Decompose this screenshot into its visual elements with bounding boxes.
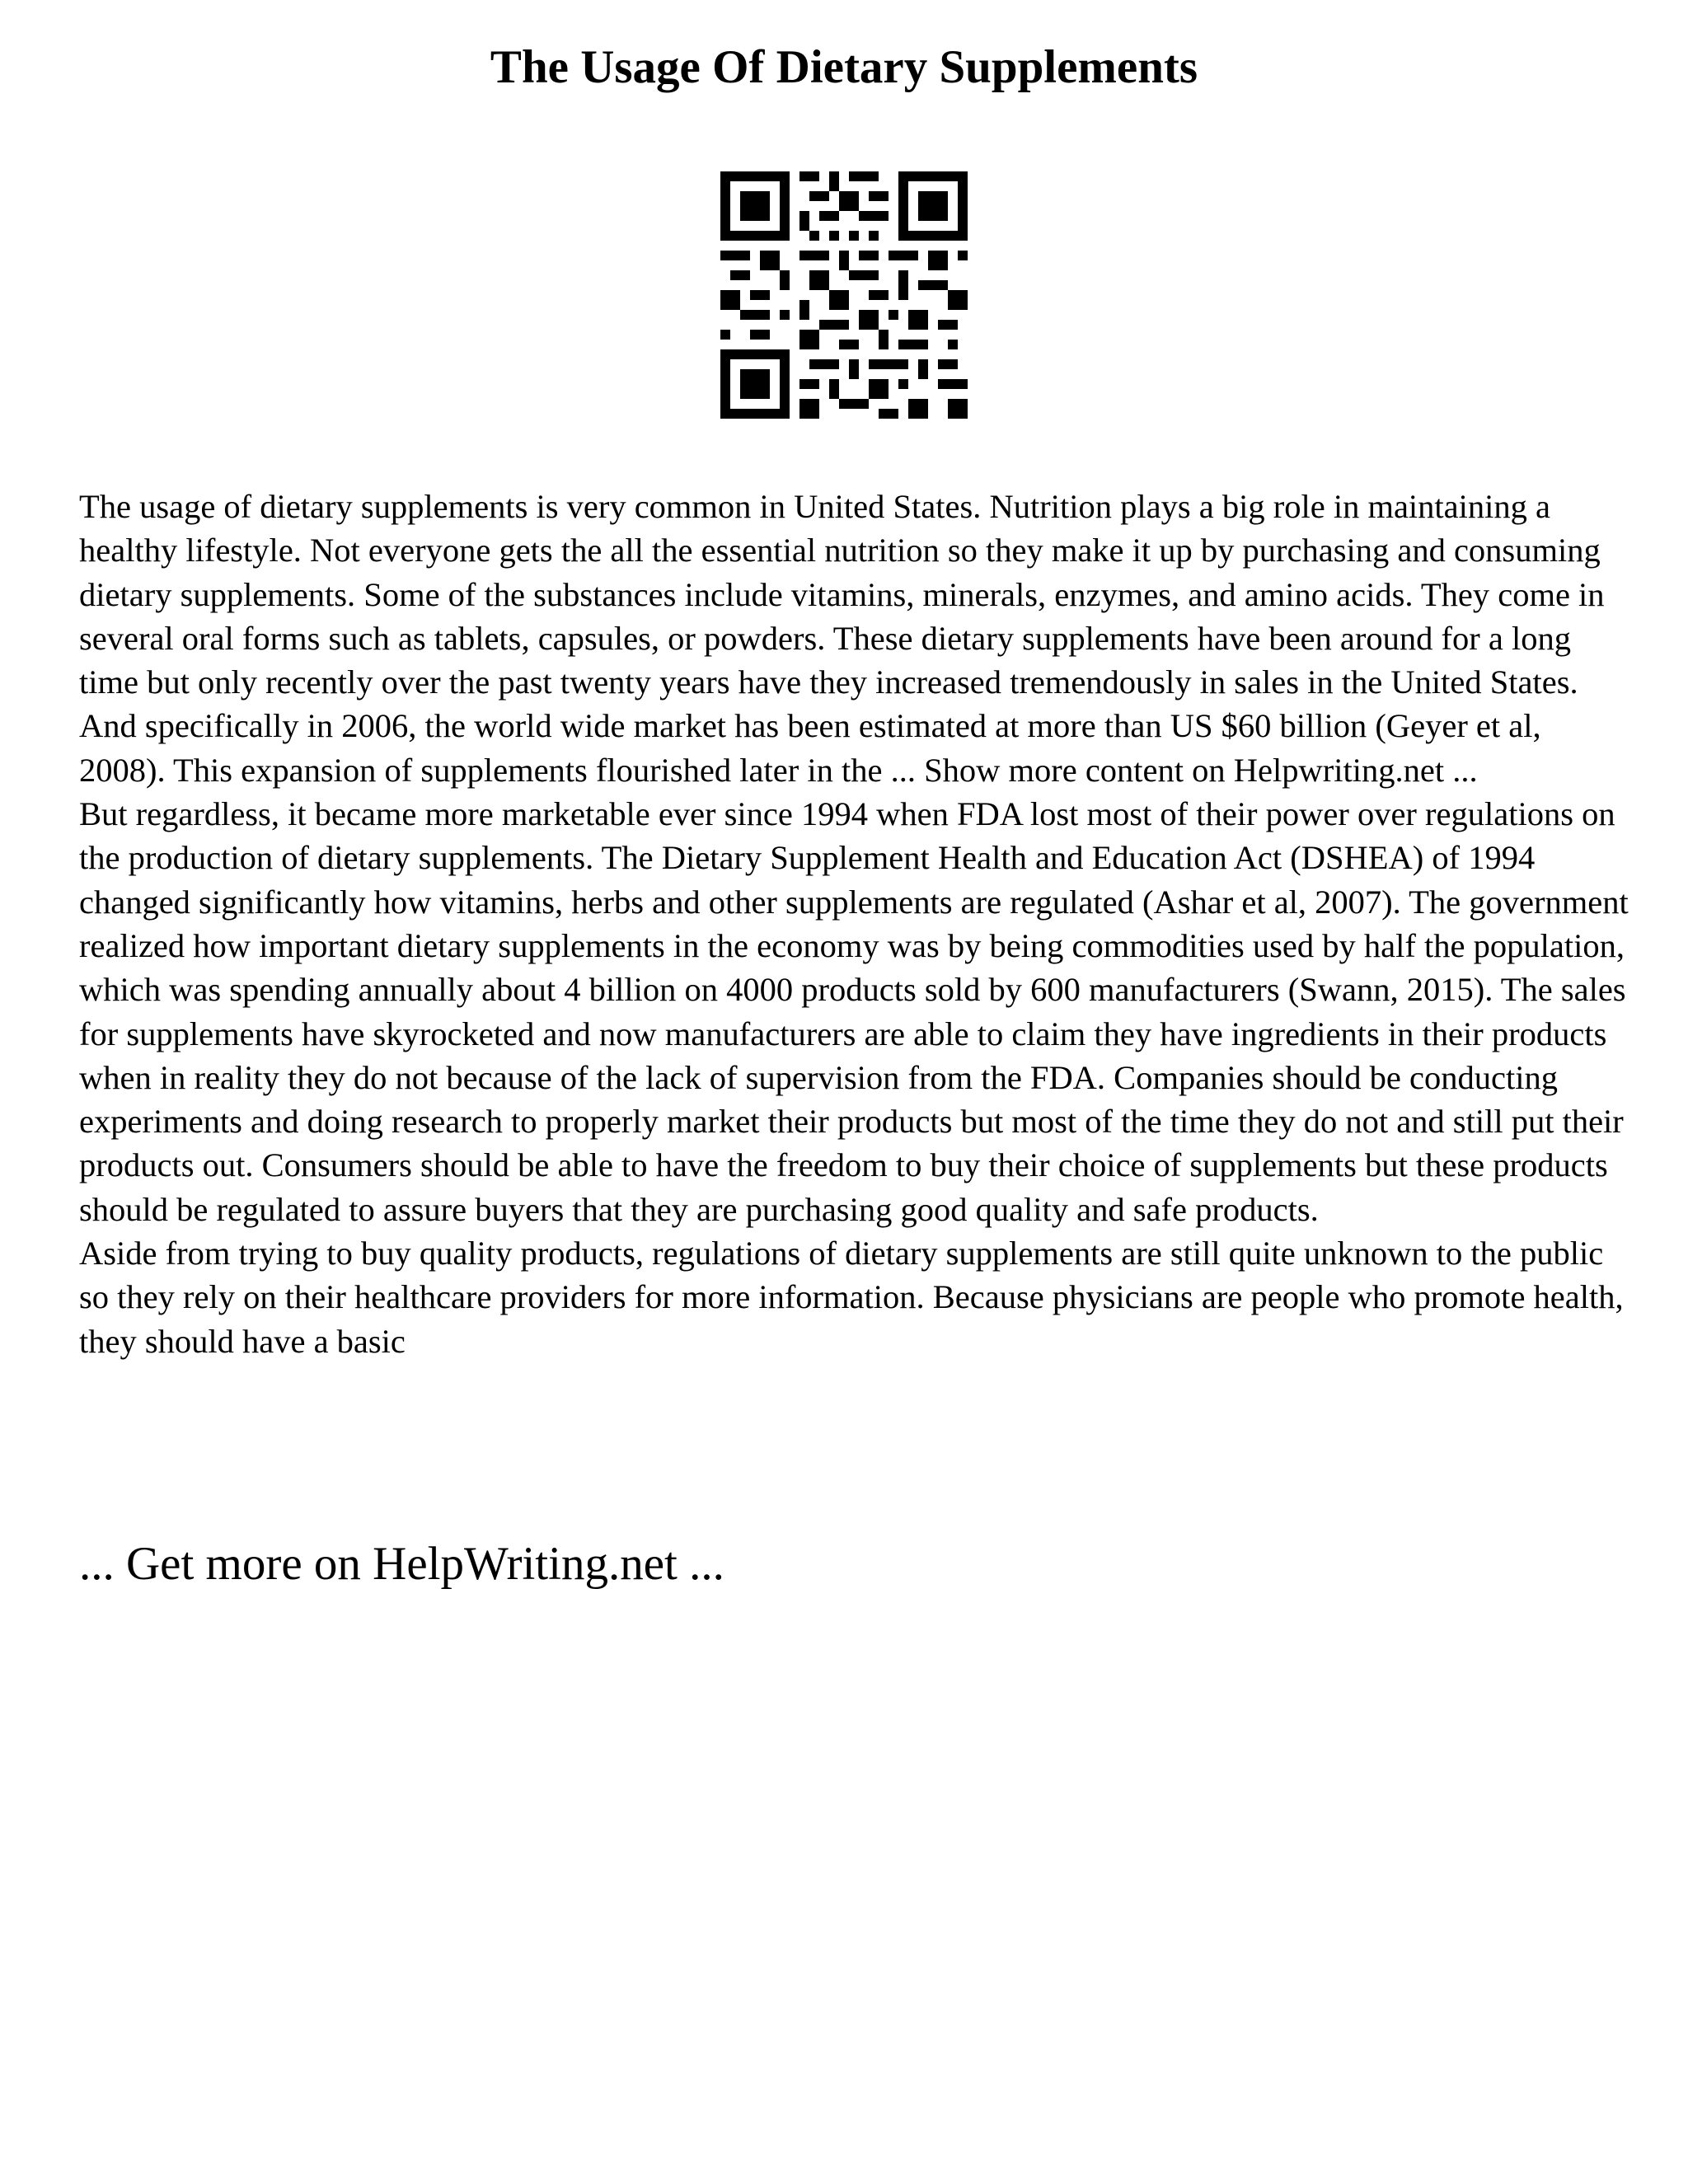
paragraph-2: But regardless, it became more marketable ever since 1994 when FDA lost most of their power over regulations on the production of dietary supplements. The Dietary Supplement Health and Education Act (DSHEA) of 1994 changed significantly how vitamins, herbs and other supplements are regulated (Ashar et al, 2007). The government realized how important dietary supplements in the economy was by being commodities used by half the population, which was spending annually about 4 billion on 4000 products sold by 600 manufacturers (Swann, 2015). The sales for supplements have skyrocketed and now manufacturers are able to claim they have ingredients in their products when in reality they do not because of the lack of supervision from the FDA. Companies should be conducting experiments and doing research to properly market their products but most of the time they do not and still put their products out. Consumers should be able to have the freedom to buy their choice of supplements but these products should be regulated to assure buyers that they are purchasing good quality and safe products. <box>79 795 1629 1228</box>
document-body <box>79 485 1629 1363</box>
get-more-link[interactable]: ... Get more on HelpWriting.net ... <box>79 1538 724 1590</box>
qr-code-icon <box>720 171 968 419</box>
paragraph-1: The usage of dietary supplements is very common in United States. Nutrition plays a big role in maintaining a healthy lifestyle. Not everyone gets the all the essential nutrition so they make it up by purchasing and consuming dietary supplements. Some of the substances include vitamins, minerals, enzymes, and amino acids. They come in several oral forms such as tablets, capsules, or powders. These dietary supplements have been around for a long time but only recently over the past twenty years have they increased tremendously in sales in the United States. And specifically in 2006, the world wide market has been estimated at more than US $60 billion (Geyer et al, 2008). This expansion of supplements flourished later in the ... Show more content on Helpwriting.net ... <box>79 488 1605 789</box>
paragraph-3: Aside from trying to buy quality products, regulations of dietary supplements are still quite unknown to the public so they rely on their healthcare providers for more information. Because physicians are people who promote health, they should have a basic <box>79 1235 1624 1360</box>
document-title: The Usage Of Dietary Supplements <box>490 41 1198 93</box>
